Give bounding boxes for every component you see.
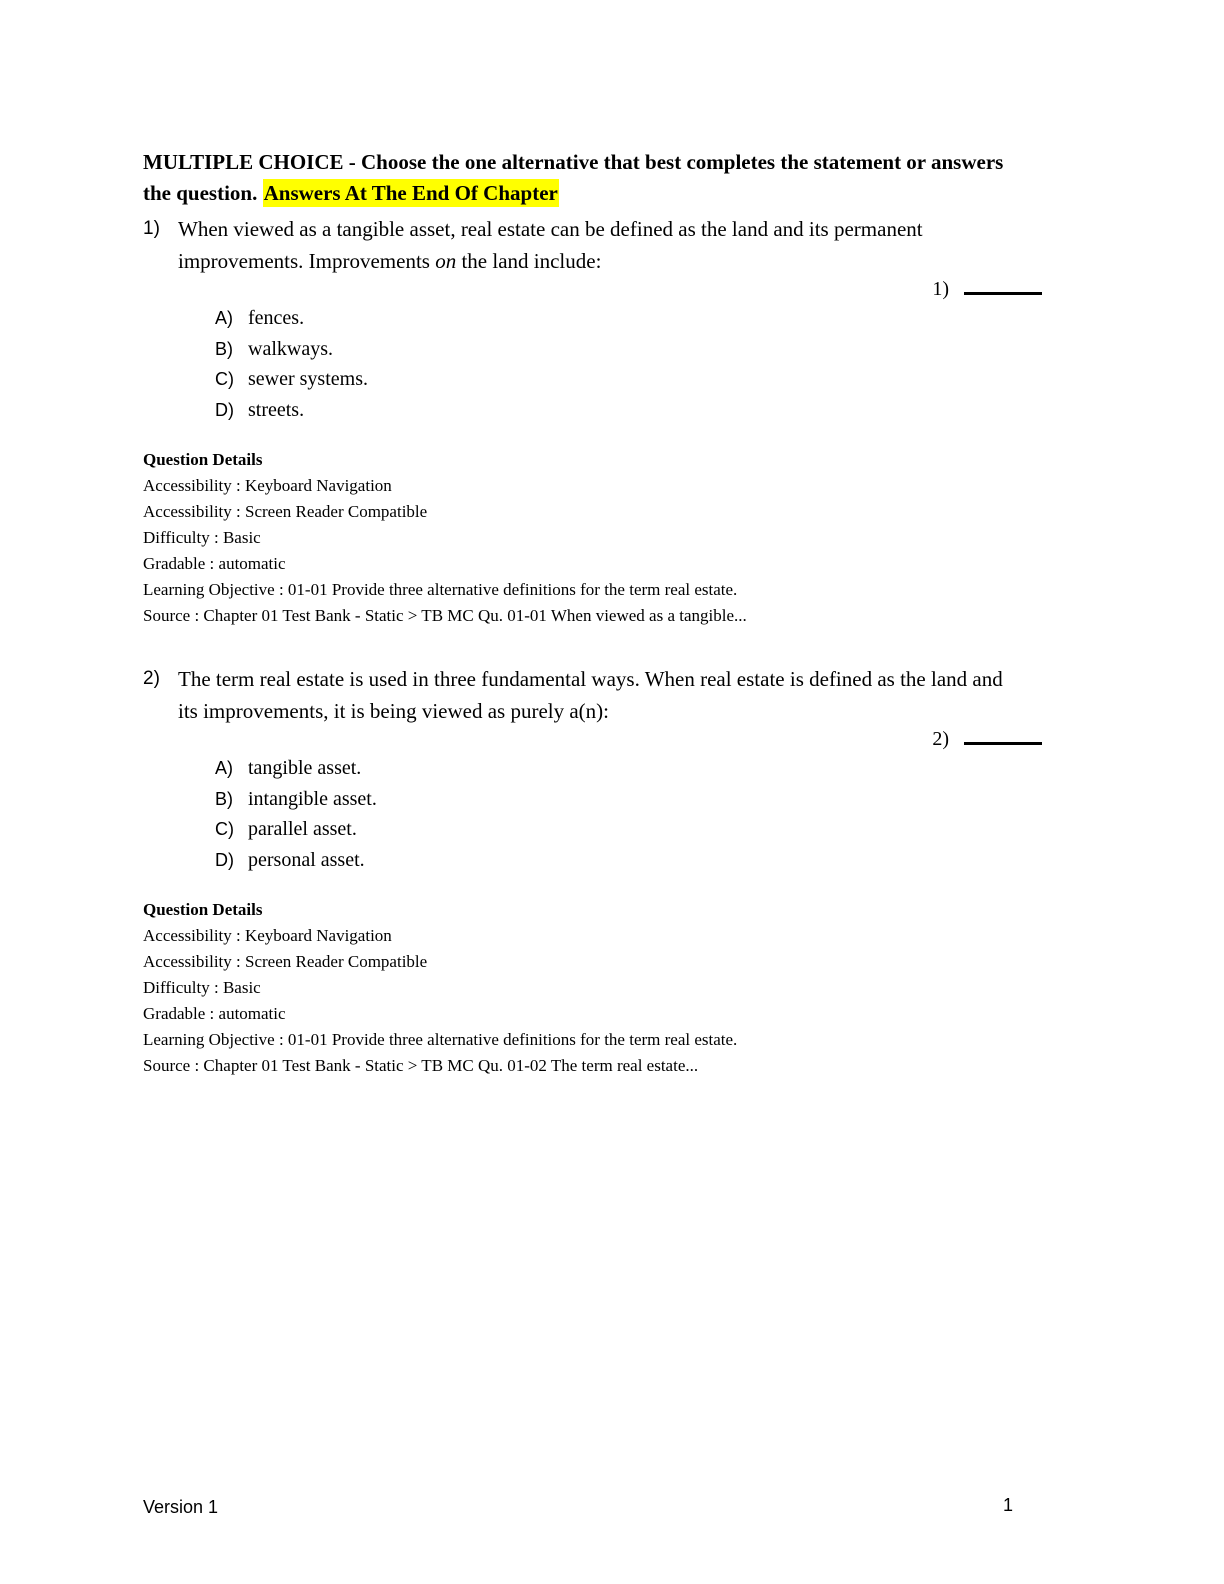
question-2-detail-source: Source : Chapter 01 Test Bank - Static > TB MC Qu. 01-02 The term real estate...: [143, 1056, 699, 1075]
question-2: [143, 663, 1023, 1079]
section-title: [143, 147, 1023, 209]
option-2a-letter: A): [215, 758, 233, 778]
question-1-options: [215, 303, 1023, 425]
question-1-text-post: the land include:: [456, 249, 602, 273]
question-1-detail-gradable: Gradable : automatic: [143, 554, 286, 573]
question-1-answer-blank: [964, 273, 1042, 295]
option-2d-letter: D): [215, 849, 234, 870]
question-1-detail-learning-objective: Learning Objective : 01-01 Provide three alternative definitions for the term real estate.: [143, 580, 738, 599]
footer-version: Version 1: [143, 1497, 219, 1517]
option-2a-text: tangible asset.: [248, 757, 362, 779]
option-1b-letter: B): [215, 338, 233, 359]
question-2-options: [215, 753, 1023, 875]
option-1c: [215, 364, 1023, 395]
option-2c-letter: C): [215, 819, 234, 839]
question-2-details-heading: Question Details: [143, 900, 263, 919]
question-1-text-italic: on: [435, 249, 457, 273]
question-1-detail-accessibility-1: Accessibility : Keyboard Navigation: [143, 476, 392, 495]
question-1: [143, 213, 1023, 629]
option-2d-text: personal asset.: [248, 848, 365, 871]
question-2-row: [143, 663, 1023, 727]
option-1b-text: walkways.: [248, 337, 333, 360]
option-1d-letter: D): [215, 399, 234, 420]
answers-highlight: Answers At The End Of Chapter: [263, 181, 558, 205]
question-1-row: [143, 213, 1023, 277]
question-2-details: [143, 897, 1023, 1079]
option-1d-text: streets.: [248, 398, 305, 421]
option-2b-text: intangible asset.: [248, 787, 377, 810]
option-2c-text: parallel asset.: [248, 818, 357, 840]
option-1c-text: sewer systems.: [248, 368, 368, 390]
question-2-text: The term real estate is used in three fundamental ways. When real estate is defined as the land and its improvements, it is being viewed as purely a(n):: [178, 667, 1003, 723]
option-1a-letter: A): [215, 308, 233, 328]
question-1-number: 1): [143, 218, 160, 239]
question-2-detail-learning-objective: Learning Objective : 01-01 Provide three alternative definitions for the term real estate.: [143, 1030, 738, 1049]
section-title-text: MULTIPLE CHOICE - Choose the one alternative that best completes the statement or answers the question.: [143, 150, 1004, 205]
option-1d: [215, 395, 1023, 426]
question-1-detail-difficulty: Difficulty : Basic: [143, 528, 261, 547]
question-1-details: [143, 447, 1023, 629]
option-2b-letter: B): [215, 788, 233, 809]
option-2d: [215, 845, 1023, 876]
question-2-answer-blank: [964, 723, 1042, 745]
question-2-detail-gradable: Gradable : automatic: [143, 1004, 286, 1023]
page-content: [143, 147, 1023, 1079]
question-1-text-pre: When viewed as a tangible asset, real estate can be defined as the land and its permanent improvements. Improvements: [178, 217, 923, 273]
question-1-details-heading: Question Details: [143, 450, 263, 469]
question-2-detail-accessibility-2: Accessibility : Screen Reader Compatible: [143, 952, 428, 971]
option-1a-text: fences.: [248, 307, 305, 329]
option-1b: [215, 334, 1023, 365]
question-2-answer-row: [143, 723, 1042, 753]
question-1-text: [178, 213, 1023, 277]
question-1-detail-accessibility-2: Accessibility : Screen Reader Compatible: [143, 502, 428, 521]
question-1-answer-row: [143, 273, 1042, 303]
question-2-answer-label: 2): [932, 728, 949, 750]
option-1a: [215, 303, 1023, 334]
footer-page-number: 1: [1003, 1495, 1014, 1515]
question-2-number: 2): [143, 668, 160, 689]
question-2-detail-difficulty: Difficulty : Basic: [143, 978, 261, 997]
option-2a: [215, 753, 1023, 784]
option-2c: [215, 814, 1023, 845]
question-1-answer-label: 1): [932, 278, 949, 300]
question-2-detail-accessibility-1: Accessibility : Keyboard Navigation: [143, 926, 392, 945]
option-1c-letter: C): [215, 369, 234, 389]
question-1-detail-source: Source : Chapter 01 Test Bank - Static > TB MC Qu. 01-01 When viewed as a tangible...: [143, 606, 747, 625]
option-2b: [215, 784, 1023, 815]
